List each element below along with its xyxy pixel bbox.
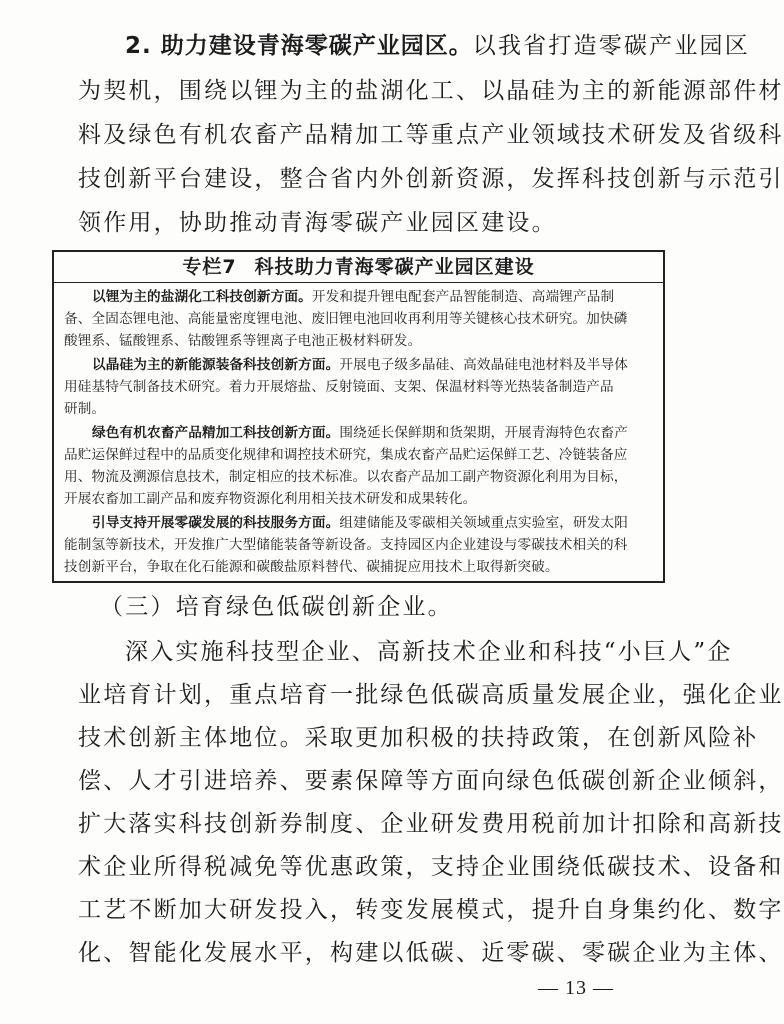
- box-item-agri-first: 围绕延长保鲜期和货架期，开展青海特色农畜产: [339, 425, 629, 441]
- box-header: [54, 252, 663, 283]
- box-item-silicon-line: 用硅基特气制备技术研究。着力开展熔盐、反射镜面、支架、保温材料等光热装备制造产品: [64, 379, 614, 395]
- box-item-service-heading: 引导支持开展零碳发展的科技服务方面。: [92, 515, 340, 531]
- box-item-agri-heading: 绿色有机农畜产品精加工科技创新方面。: [92, 425, 340, 441]
- box-item-agri-line: 用、物流及溯源信息技术，制定相应的技术标准。以农畜产品加工副产物资源化利用为目标，: [64, 469, 628, 485]
- box-item-silicon-line: 研制。: [64, 401, 106, 417]
- section3-heading: （三）培育绿色低碳创新企业。: [100, 594, 453, 620]
- box-item-service-line: 技创新平台，争取在化石能源和碳酸盐原料替代、碳捕捉应用技术上取得新突破。: [64, 559, 559, 575]
- box-item-silicon: [92, 354, 656, 376]
- page-number: — 13 —: [538, 977, 614, 999]
- section3-line: 化、智能化发展水平，构建以低碳、近零碳、零碳企业为主体、: [78, 940, 784, 966]
- section3-line: 业培育计划，重点培育一批绿色低碳高质量发展企业，强化企业: [78, 682, 784, 708]
- section3-line: 扩大落实科技创新券制度、企业研发费用税前加计扣除和高新技: [78, 811, 784, 837]
- box-item-lithium: [92, 286, 656, 308]
- section2-line-1-text: 以我省打造零碳产业园区: [472, 33, 750, 59]
- box-item-lithium-line: 酸锂系、锰酸锂系、钴酸锂系等锂离子电池正极材料研发。: [64, 333, 422, 349]
- section2-line-3: 料及绿色有机农畜产品精加工等重点产业领域技术研发及省级科: [78, 122, 784, 148]
- box-item-agri: [92, 422, 656, 444]
- box-item-lithium-heading: 以锂为主的盐湖化工科技创新方面。: [92, 289, 312, 305]
- section3-line: 深入实施科技型企业、高新技术企业和科技“小巨人”企: [125, 639, 733, 665]
- box-item-lithium-first: 开发和提升锂电配套产品智能制造、高端锂产品制: [311, 289, 615, 305]
- section3-line: 偿、人才引进培养、要素保障等方面向绿色低碳创新企业倾斜，: [78, 768, 784, 794]
- section3-line: 工艺不断加大研发投入，转变发展模式，提升自身集约化、数字: [78, 897, 784, 923]
- box-item-silicon-heading: 以晶硅为主的新能源装备科技创新方面。: [92, 357, 340, 373]
- box-title: 科技助力青海零碳产业园区建设: [254, 256, 535, 278]
- box-item-agri-line: 品贮运保鲜过程中的品质变化规律和调控技术研究，集成农畜产品贮运保鲜工艺、冷链装备应: [64, 447, 628, 463]
- box-label: 专栏7: [182, 256, 237, 278]
- box-item-service: [92, 512, 656, 534]
- section3-line: 技术创新主体地位。采取更加积极的扶持政策，在创新风险补: [78, 725, 759, 751]
- section2-line-1: [125, 31, 750, 61]
- box-item-service-line: 能制氢等新技术，开发推广大型储能装备等新设备。支持园区内企业建设与零碳技术相关的科: [64, 537, 628, 553]
- section2-line-4: 技创新平台建设，整合省内外创新资源，发挥科技创新与示范引: [78, 166, 784, 192]
- section2-line-5: 领作用，协助推动青海零碳产业园区建设。: [78, 210, 557, 236]
- section3-line: 术企业所得税减免等优惠政策，支持企业围绕低碳技术、设备和: [78, 854, 784, 880]
- box-item-lithium-line: 备、全固态锂电池、高能量密度锂电池、废旧锂电池回收再利用等关键核心技术研究。加快磷: [64, 311, 628, 327]
- box-item-service-first: 组建储能及零碳相关领域重点实验室，研发太阳: [339, 515, 629, 531]
- section2-heading: 2. 助力建设青海零碳产业园区。: [125, 33, 473, 59]
- special-column-box: [52, 250, 665, 583]
- section2-line-2: 为契机，围绕以锂为主的盐湖化工、以晶硅为主的新能源部件材: [78, 78, 784, 104]
- box-item-agri-line: 开展农畜加工副产品和废弃物资源化利用相关技术研发和成果转化。: [64, 491, 477, 507]
- box-item-silicon-first: 开展电子级多晶硅、高效晶硅电池材料及半导体: [339, 357, 629, 373]
